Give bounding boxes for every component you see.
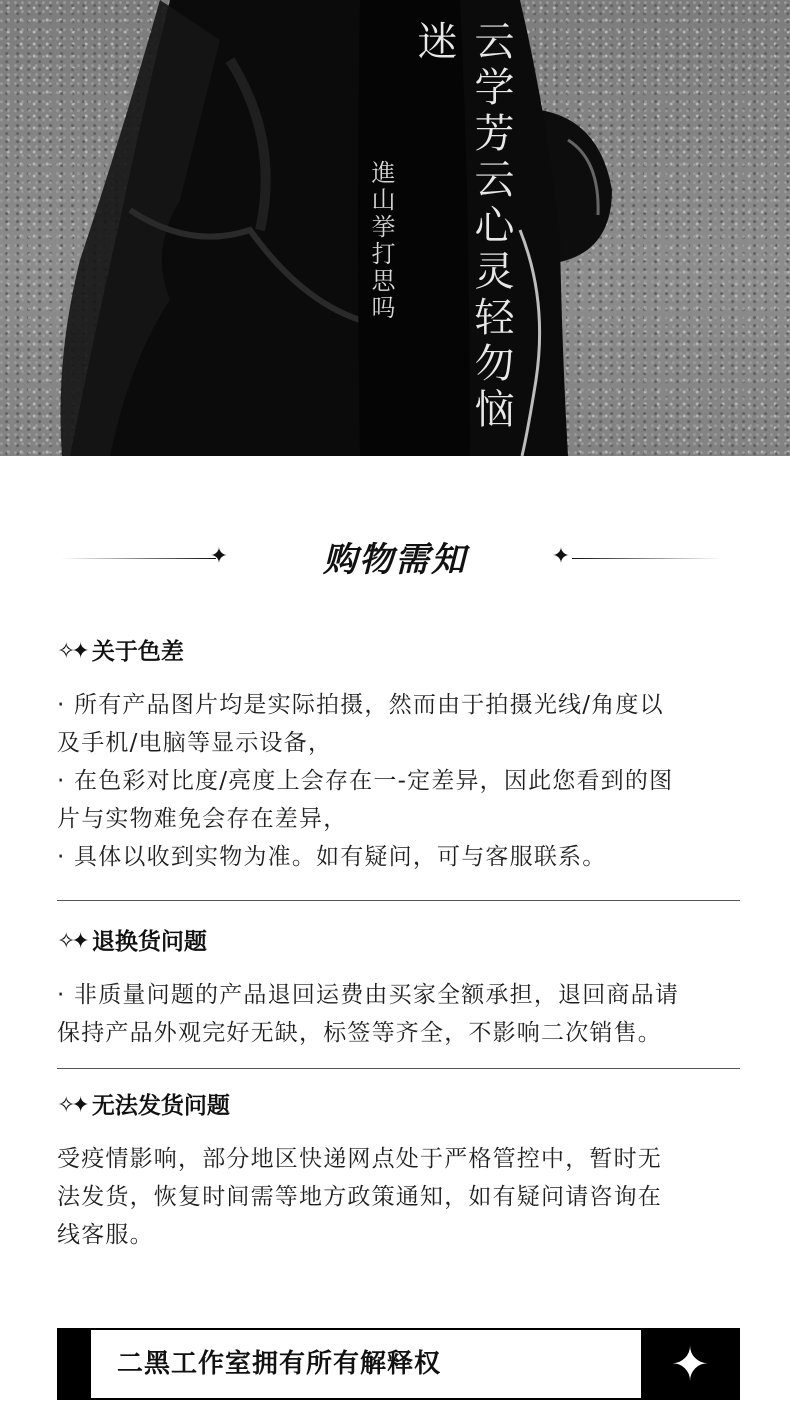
body-line: 受疫情影响，部分地区快递网点处于严格管控中，暂时无 — [57, 1146, 662, 1172]
section-heading: 关于色差 — [91, 639, 184, 665]
page-title: 购物需知 — [323, 540, 467, 580]
section-shipping — [57, 1089, 747, 1254]
product-photo — [0, 0, 790, 456]
banner-label-box — [91, 1330, 641, 1398]
sparkle-outline-icon: ✧✦ — [57, 639, 86, 664]
body-line: 线客服。 — [57, 1222, 154, 1248]
section-body — [57, 686, 747, 876]
title-divider-right — [572, 558, 722, 559]
section-color-difference — [57, 635, 747, 876]
body-line: · 所有产品图片均是实际拍摄，然而由于拍摄光线/角度以 — [57, 692, 664, 718]
section-returns — [57, 925, 747, 1052]
body-line: 法发货，恢复时间需等地方政策通知，如有疑问请咨询在 — [57, 1184, 662, 1210]
title-divider-left — [60, 558, 216, 559]
four-point-star-icon: ✦ — [551, 544, 571, 569]
body-line: · 非质量问题的产品退回运费由买家全额承担，退回商品请 — [57, 982, 680, 1008]
title-row — [0, 520, 790, 596]
banner-text: 二黑工作室拥有所有解释权 — [117, 1349, 442, 1379]
section-divider — [57, 1068, 740, 1069]
body-line: · 具体以收到实物为准。如有疑问，可与客服联系。 — [57, 844, 607, 870]
sparkle-outline-icon: ✧✦ — [57, 929, 86, 954]
calligraphy-print-side: 進山挙打思吗 — [367, 160, 395, 322]
calligraphy-print-main: 云学芳云心灵轻勿恼迷 — [411, 20, 514, 434]
body-line: 保持产品外观完好无缺，标签等齐全，不影响二次销售。 — [57, 1020, 662, 1046]
section-heading: 退换货问题 — [91, 929, 207, 955]
four-point-star-icon: ✦ — [209, 544, 229, 569]
sparkle-outline-icon: ✧✦ — [57, 1093, 86, 1118]
body-line: · 在色彩对比度/亮度上会存在一-定差异，因此您看到的图 — [57, 768, 674, 794]
body-line: 及手机/电脑等显示设备， — [57, 730, 333, 756]
section-body — [57, 1140, 747, 1254]
rights-banner — [57, 1328, 740, 1400]
body-line: 片与实物难免会存在差异， — [57, 806, 348, 832]
section-heading: 无法发货问题 — [91, 1093, 230, 1119]
section-body — [57, 976, 747, 1052]
section-divider — [57, 900, 740, 901]
four-point-star-icon: ✦ — [670, 1337, 710, 1391]
